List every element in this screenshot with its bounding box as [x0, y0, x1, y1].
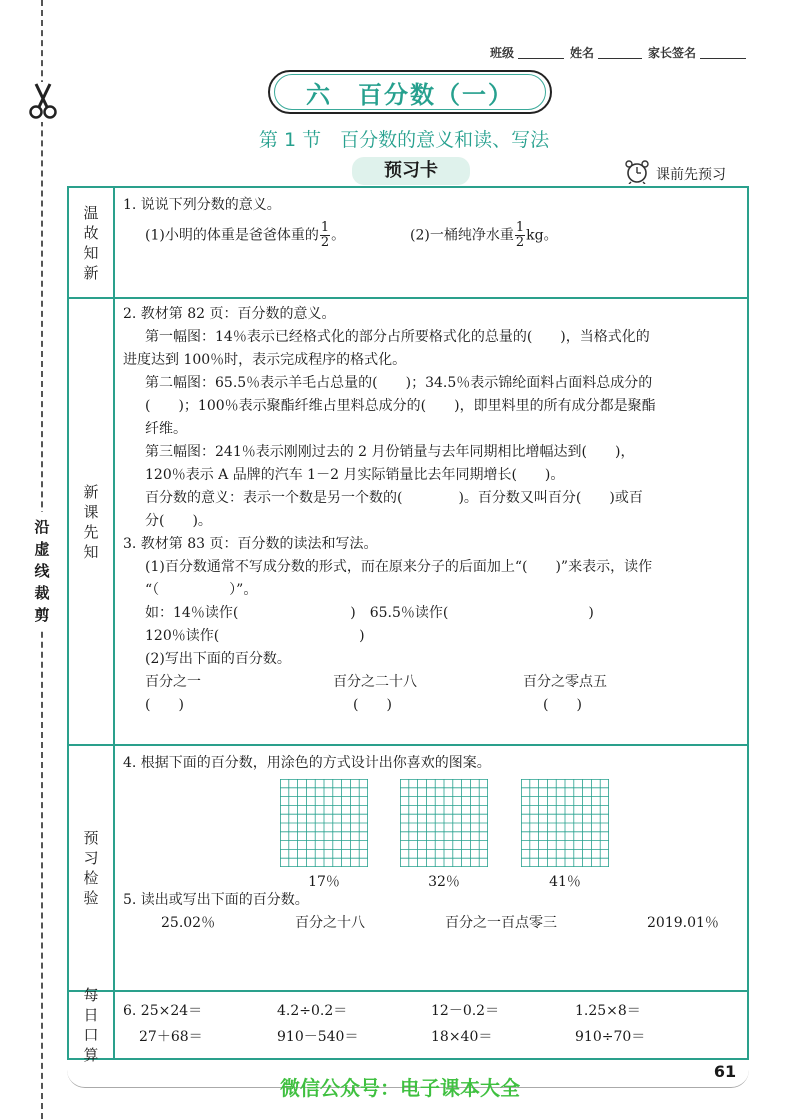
scissors-icon: [28, 82, 58, 122]
title-banner: [274, 74, 546, 110]
preview-tag-label: 课前先预习: [656, 167, 726, 183]
text-line[interactable]: 120％读作( ): [145, 628, 365, 644]
hundred-grid[interactable]: [521, 779, 609, 867]
question-4: 4. 根据下面的百分数，用涂色的方式设计出你喜欢的图案。: [123, 755, 491, 771]
text-line[interactable]: “（ ）”。: [145, 582, 258, 598]
question-5: 5. 读出或写出下面的百分数。: [123, 892, 309, 908]
cut-label: 沿虚线裁剪: [30, 512, 54, 630]
card-title: 预习卡: [352, 157, 470, 185]
write-percent-blanks: [123, 694, 741, 717]
answer-blank[interactable]: ( ): [353, 697, 392, 713]
answer-blank[interactable]: ( ): [543, 697, 582, 713]
preview-tag: [622, 160, 726, 188]
grid-percent-label: 32％: [428, 874, 460, 890]
calc-item[interactable]: 1.25×8＝: [575, 1003, 641, 1019]
row-review: [69, 188, 747, 299]
name-field[interactable]: [598, 58, 642, 59]
row-head: 每日口算: [69, 992, 115, 1058]
text-line[interactable]: 第二幅图：65.5％表示羊毛占总量的( )；34.5％表示锦纶面料占面料总成分的: [145, 375, 653, 391]
question-1: 1. 说说下列分数的意义。: [123, 197, 281, 213]
text-line: (2)写出下面的百分数。: [145, 651, 291, 667]
alarm-clock-icon: [622, 160, 652, 188]
row-body: [117, 992, 747, 1058]
text-line[interactable]: ( )；100％表示聚酯纤维占里料总成分的( )，即里料里的所有成分都是聚酯: [145, 398, 656, 414]
row-head: 温故知新: [69, 188, 115, 297]
calc-item[interactable]: 910－540＝: [277, 1029, 359, 1045]
grid-percent-label: 41％: [549, 874, 581, 890]
text-line: 纤维。: [145, 421, 187, 437]
watermark: 微信公众号：电子课本大全: [280, 1076, 520, 1100]
fraction: $\frac{1}{2}$: [515, 220, 525, 250]
calc-item[interactable]: 4.2÷0.2＝: [277, 1003, 348, 1019]
signature-fields: [490, 44, 750, 61]
parent-sign-label: 家长签名: [647, 46, 696, 60]
hundred-grids: [123, 779, 741, 889]
calc-item[interactable]: 910÷70＝: [575, 1029, 646, 1045]
row-preview-check: [69, 746, 747, 992]
row-head: 预习检验: [69, 746, 115, 990]
row-daily-calc: [69, 986, 747, 1064]
row-new-lesson: [69, 299, 747, 746]
text-line: 3. 教材第 83 页：百分数的读法和写法。: [123, 536, 378, 552]
text-line[interactable]: 120％表示 A 品牌的汽车 1－2 月实际销量比去年同期增长( )。: [145, 467, 565, 483]
calc-item[interactable]: 27＋68＝: [139, 1029, 203, 1045]
word-3: 百分之零点五: [523, 674, 607, 690]
class-label: 班级: [489, 46, 514, 60]
calc-grid: [123, 996, 741, 1050]
answer-blank[interactable]: ( ): [145, 697, 184, 713]
parent-sign-field[interactable]: [700, 58, 746, 59]
item: 25.02％: [161, 915, 216, 931]
calc-item[interactable]: 18×40＝: [431, 1029, 493, 1045]
name-label: 姓名: [569, 46, 594, 60]
row-body: [117, 746, 747, 990]
row-body: [117, 299, 747, 744]
calc-item[interactable]: 12－0.2＝: [431, 1003, 500, 1019]
grid-percent-label: 17％: [308, 874, 340, 890]
calc-item[interactable]: 6. 25×24＝: [123, 1003, 203, 1019]
text-line: 2. 教材第 82 页：百分数的意义。: [123, 306, 336, 322]
row-body: [117, 188, 747, 297]
word-2: 百分之二十八: [333, 674, 417, 690]
text-line[interactable]: 如：14％读作( ) 65.5％读作( ): [145, 605, 594, 621]
text-line[interactable]: (1)百分数通常不写成分数的形式，而在原来分子的后面加上“( )”来表示，读作: [145, 559, 653, 575]
hundred-grid[interactable]: [400, 779, 488, 867]
chapter-title: 六 百分数（一）: [306, 80, 514, 109]
text-line[interactable]: 百分数的意义：表示一个数是另一个数的( )。百分数又叫百分( )或百: [145, 490, 643, 506]
page-number: 61: [713, 1062, 737, 1081]
text-line[interactable]: 分( )。: [145, 513, 212, 529]
word-1: 百分之一: [145, 674, 201, 690]
worksheet-table: [67, 186, 749, 1064]
hundred-grid[interactable]: [280, 779, 368, 867]
text-line[interactable]: 第一幅图：14％表示已经格式化的部分占所要格式化的总量的( )，当格式化的: [145, 329, 650, 345]
item: 百分之十八: [295, 915, 365, 931]
class-field[interactable]: [518, 58, 564, 59]
question-5-items: [123, 912, 741, 938]
write-percent-words: [123, 671, 741, 694]
item: 百分之一百点零三: [445, 915, 557, 931]
question-1-items: (1)小明的体重是爸爸体重的 $\frac{1}{2}$ 。 (2)一桶纯净水重 $\frac{1}{2}$ kg。: [145, 220, 558, 250]
item: 2019.01％: [647, 915, 719, 931]
fraction: $\frac{1}{2}$: [320, 220, 330, 250]
text-line: 进度达到 100％时，表示完成程序的格式化。: [123, 352, 407, 368]
text-line[interactable]: 第三幅图：241％表示刚刚过去的 2 月份销量与去年同期相比增幅达到( )，: [145, 444, 635, 460]
row-head: 新课先知: [69, 299, 115, 744]
section-title: 第 1 节 百分数的意义和读、写法: [258, 129, 550, 151]
